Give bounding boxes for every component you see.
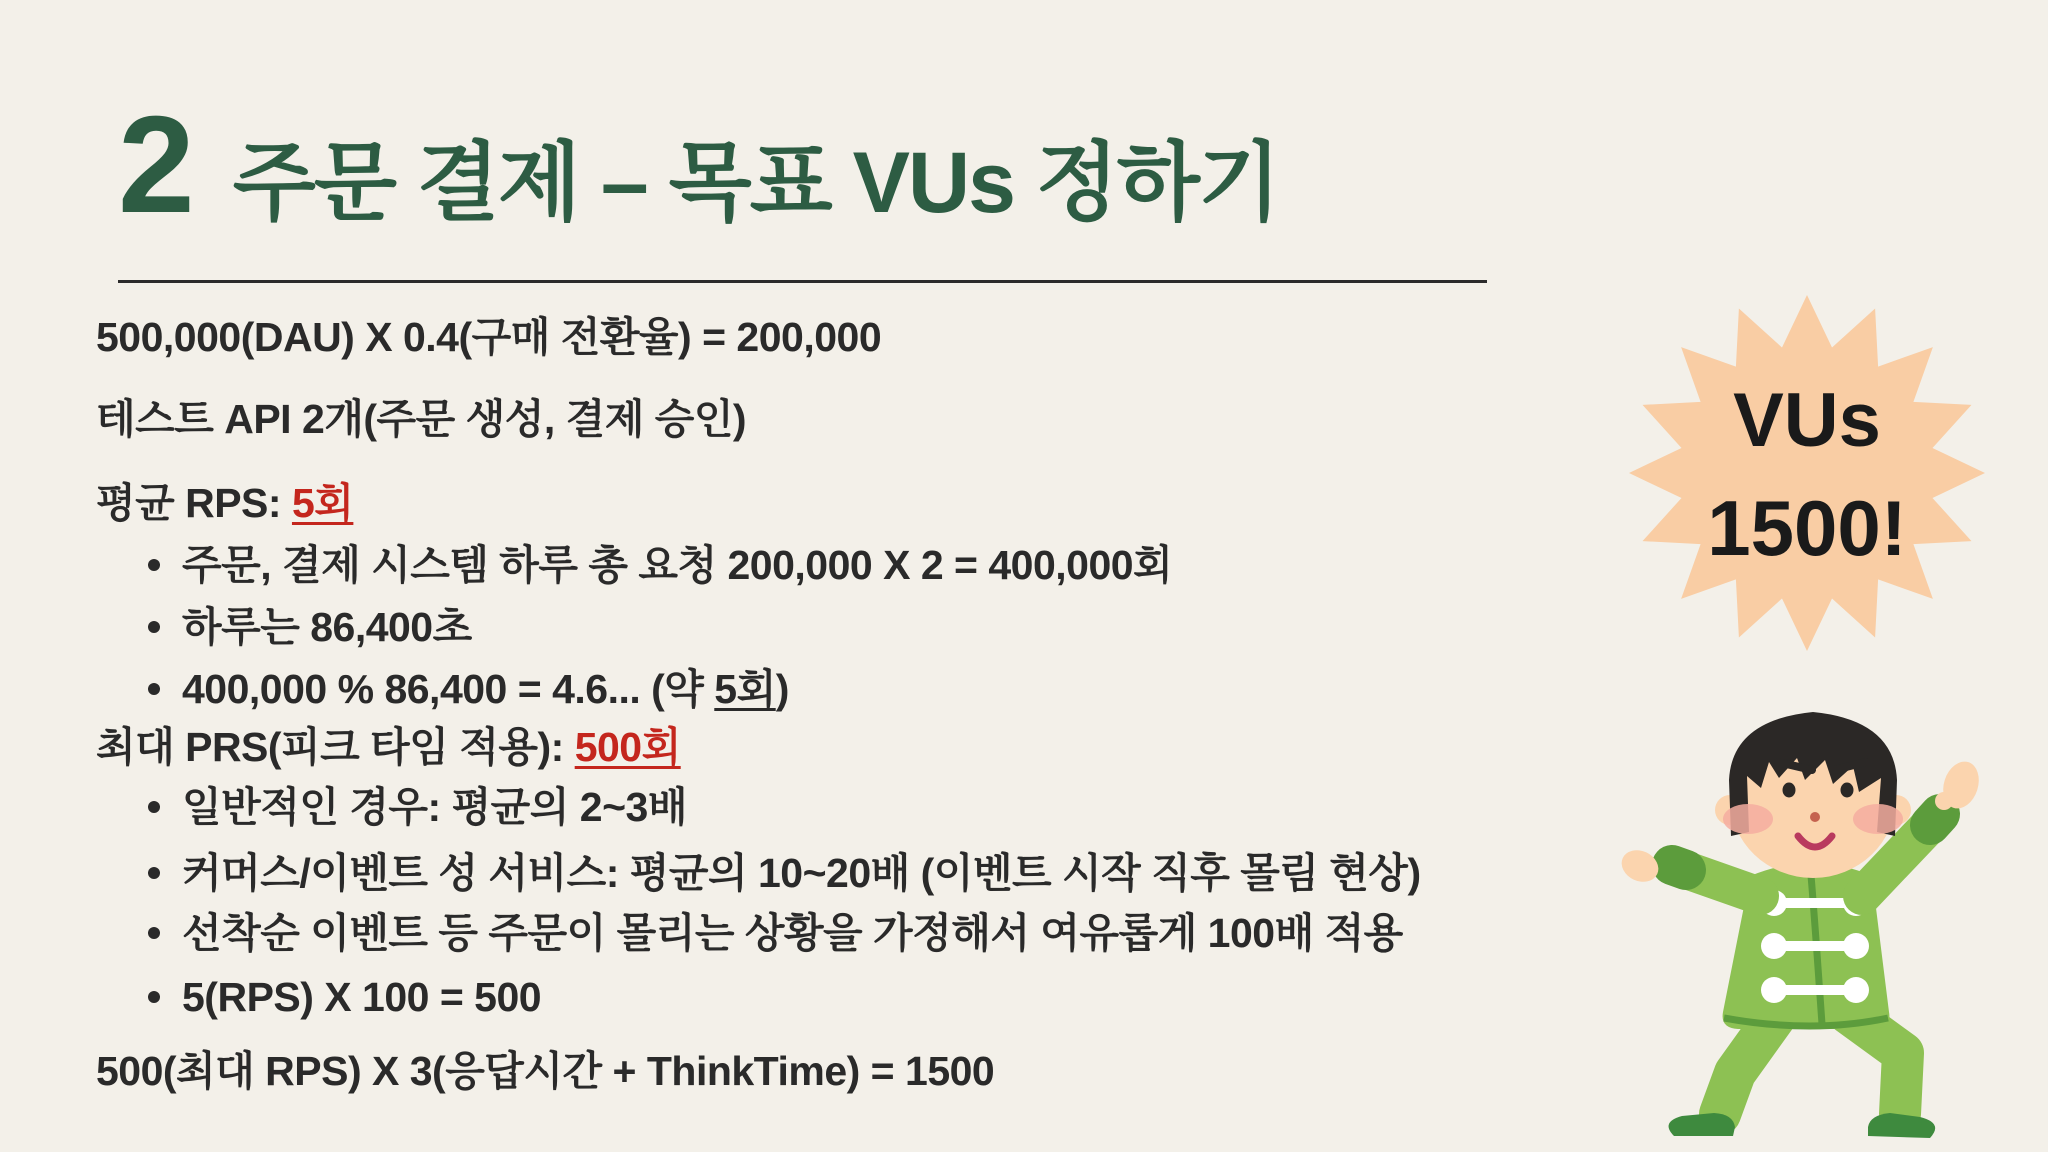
slide-header [118,88,1280,242]
starburst-icon [1629,295,1985,651]
page-title: 주문 결제 – 목표 VUs 정하기 [232,135,1280,231]
right-cheek [1853,804,1903,834]
left-cheek [1723,804,1773,834]
list-item [148,666,789,713]
badge-line1: VUs [1733,378,1881,463]
title-underline [118,280,1487,283]
line-max-rps [96,724,681,771]
bullet-text: 5(RPS) X 100 = 500 [182,974,542,1020]
tai-chi-boy-illustration [1600,668,2000,1148]
badge-line2: 1500! [1707,484,1907,572]
list-item [148,604,472,651]
list-item [148,910,1403,957]
bullet-text: 주문, 결제 시스템 하루 총 요청 200,000 X 2 = 400,000회 [182,542,1173,588]
list-item [148,784,687,831]
bullet-text: 커머스/이벤트 성 서비스: 평균의 10~20배 (이벤트 시작 직후 몰림 현상) [182,850,1421,896]
left-hand [1616,844,1663,887]
right-cuff [1930,814,1940,825]
avg-rps-label: 평균 RPS: [96,480,292,526]
left-eye [1783,783,1796,798]
bullet-text: 일반적인 경우: 평균의 2~3배 [182,784,687,830]
right-thumb [1935,792,1953,810]
list-item [148,974,541,1021]
list-item [148,850,1421,897]
nose [1810,812,1820,822]
bullet-text: 선착순 이벤트 등 주문이 몰리는 상황을 가정해서 여유롭게 100배 적용 [182,910,1403,956]
bullet-text: 400,000 % 86,400 = 4.6... (약 5회) [182,666,789,712]
line-dau-calculation: 500,000(DAU) X 0.4(구매 전환율) = 200,000 [96,314,882,360]
bullet-dot-icon [148,801,160,813]
line-test-api: 테스트 API 2개(주문 생성, 결제 승인) [96,396,747,442]
max-rps-value: 500회 [574,724,681,770]
line-avg-rps [96,480,353,527]
line-final-vus: 500(최대 RPS) X 3(응답시간 + ThinkTime) = 1500 [96,1048,995,1094]
left-cuff [1672,865,1686,870]
vus-badge [1627,293,1987,653]
right-eye [1841,783,1854,798]
bullet-dot-icon [148,559,160,571]
bullet-dot-icon [148,927,160,939]
left-shoe [1669,1113,1735,1136]
bullet-text: 하루는 86,400초 [182,604,472,650]
list-item [148,542,1172,589]
avg-rps-value: 5회 [291,480,354,526]
slide-number: 2 [118,88,193,242]
right-shoe [1868,1113,1935,1138]
bullet-dot-icon [148,683,160,695]
max-rps-label: 최대 PRS(피크 타임 적용): [96,724,575,770]
bullet-dot-icon [148,991,160,1003]
bullet-dot-icon [148,621,160,633]
bullet-dot-icon [148,867,160,879]
